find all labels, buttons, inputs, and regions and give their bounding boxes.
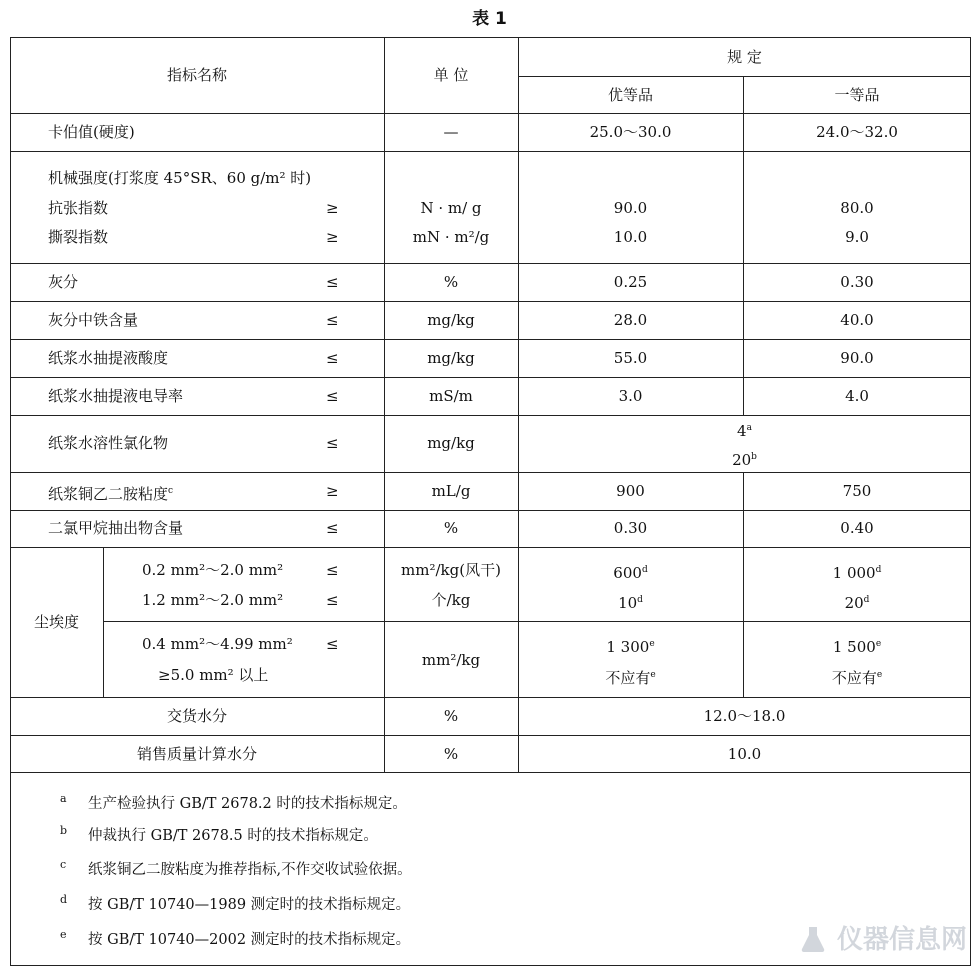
row-ash-name: 灰分 [48, 273, 79, 291]
row-dcm-v1: 0.30 [613, 519, 648, 537]
row-tear-sign: ≥ [326, 228, 339, 246]
footnote: e 按 GB/T 10740—2002 测定时的技术指标规定。 [60, 928, 411, 948]
row-dust-r4-v2: 不应有$^e$ [831, 669, 883, 687]
row-tensile-v1: 90.0 [613, 199, 648, 217]
row-dust-r1-unit: mm²/kg(风干) [401, 561, 501, 579]
row-ash-v2: 0.30 [840, 273, 874, 291]
row-dcm-unit: % [443, 519, 459, 537]
row-visc-v1: 900 [616, 482, 645, 500]
row-sale-name: 销售质量计算水分 [136, 745, 257, 763]
row-sale-unit: % [443, 745, 459, 763]
row-sale-value: 10.0 [727, 745, 762, 763]
row-dust-r2-v2: 20$^d$ [844, 594, 870, 612]
row-tear-unit: mN · m²/g [412, 228, 490, 246]
row-dust-r3-v2: 1 500e [832, 638, 882, 656]
row-chloride-va: 4$^a$ [737, 422, 752, 440]
row-dust-r2-v1: 10$^d$ [618, 594, 643, 612]
table-caption: 表 1 [472, 9, 507, 29]
footnote: a 生产检验执行 GB/T 2678.2 时的技术指标规定。 [60, 792, 407, 812]
row-dust-r2-range: 1.2 mm²～2.0 mm² [142, 591, 284, 609]
row-visc-name: 纸浆铜乙二胺粘度$^c$ [48, 485, 174, 503]
row-visc-v2: 750 [842, 482, 872, 500]
row-tensile-name: 抗张指数 [48, 199, 109, 217]
row-dust-r1-sign: ≤ [326, 561, 339, 579]
row-iron-v2: 40.0 [840, 311, 874, 329]
row-acid-unit: mg/kg [427, 349, 475, 367]
row-chloride-unit: mg/kg [427, 434, 475, 452]
footnote: b 仲裁执行 GB/T 2678.5 时的技术指标规定。 [60, 824, 378, 844]
row-chloride-vb: 20$^b$ [732, 451, 757, 469]
row-acid-sign: ≤ [326, 349, 339, 367]
row-cond-name: 纸浆水抽提液电导率 [48, 387, 184, 405]
row-cond-unit: mS/m [429, 387, 473, 405]
row-dust-r4-v1: 不应有$^e$ [605, 669, 656, 687]
footnote: c 纸浆铜乙二胺粘度为推荐指标,不作交收试验依据。 [60, 858, 412, 878]
row-moisture-value: 12.0～18.0 [703, 707, 786, 725]
row-tear-v1: 10.0 [613, 228, 648, 246]
row-visc-sign: ≥ [326, 482, 339, 500]
row-cond-v1: 3.0 [618, 387, 643, 405]
row-acid-name: 纸浆水抽提液酸度 [48, 349, 169, 367]
row-tear-v2: 9.0 [845, 228, 869, 246]
row-kappa-v2: 24.0～32.0 [816, 123, 898, 141]
row-cond-sign: ≤ [326, 387, 339, 405]
row-ash-sign: ≤ [326, 273, 339, 291]
row-dust-r2-unit: 个/kg [431, 591, 471, 609]
row-tear-name: 撕裂指数 [48, 228, 109, 246]
watermark: 仪器信息网 [798, 919, 967, 956]
row-acid-v2: 90.0 [840, 349, 874, 367]
row-kappa-name: 卡伯值(硬度) [48, 123, 135, 141]
row-strength-title: 机械强度(打浆度 45°SR、60 g/m² 时) [48, 169, 312, 187]
row-ash-unit: % [443, 273, 459, 291]
row-iron-unit: mg/kg [427, 311, 475, 329]
row-dust-r4-range: ≥5.0 mm² 以上 [158, 666, 269, 684]
row-tensile-unit: N · m/ g [420, 199, 482, 217]
row-chloride-name: 纸浆水溶性氯化物 [48, 434, 169, 452]
row-cond-v2: 4.0 [845, 387, 869, 405]
row-visc-unit: mL/g [431, 482, 471, 500]
flask-icon [798, 924, 828, 954]
row-dust-r3-v1: 1 300e [606, 638, 655, 656]
row-iron-name: 灰分中铁含量 [48, 311, 139, 329]
row-acid-v1: 55.0 [613, 349, 648, 367]
row-tensile-v2: 80.0 [840, 199, 874, 217]
row-dcm-v2: 0.40 [840, 519, 874, 537]
row-dust-r3-unit: mm²/kg [421, 651, 481, 669]
row-tensile-sign: ≥ [326, 199, 339, 217]
row-iron-v1: 28.0 [613, 311, 648, 329]
header-grade-first: 一等品 [834, 86, 880, 104]
row-chloride-sign: ≤ [326, 434, 339, 452]
header-grade-superior: 优等品 [607, 86, 653, 104]
footnote: d 按 GB/T 10740—1989 测定时的技术指标规定。 [60, 893, 411, 913]
row-dust-r2-sign: ≤ [326, 591, 339, 609]
row-dust-r1-range: 0.2 mm²～2.0 mm² [142, 561, 284, 579]
header-name: 指标名称 [166, 66, 227, 84]
row-dcm-sign: ≤ [326, 519, 339, 537]
row-kappa-unit: — [443, 123, 459, 141]
row-kappa-v1: 25.0～30.0 [589, 123, 672, 141]
row-dust-r3-range: 0.4 mm²～4.99 mm² [142, 635, 293, 653]
header-spec: 规 定 [727, 48, 762, 66]
row-moisture-name: 交货水分 [166, 707, 227, 725]
row-dust-name: 尘埃度 [33, 613, 79, 631]
row-dust-r1-v1: 600$^d$ [613, 564, 648, 582]
header-unit: 单 位 [433, 66, 469, 84]
row-dcm-name: 二氯甲烷抽出物含量 [48, 519, 184, 537]
row-dust-r3-sign: ≤ [326, 635, 339, 653]
row-ash-v1: 0.25 [613, 273, 648, 291]
row-moisture-unit: % [443, 707, 459, 725]
row-dust-r1-v2: 1 000$^d$ [832, 564, 882, 582]
row-iron-sign: ≤ [326, 311, 339, 329]
